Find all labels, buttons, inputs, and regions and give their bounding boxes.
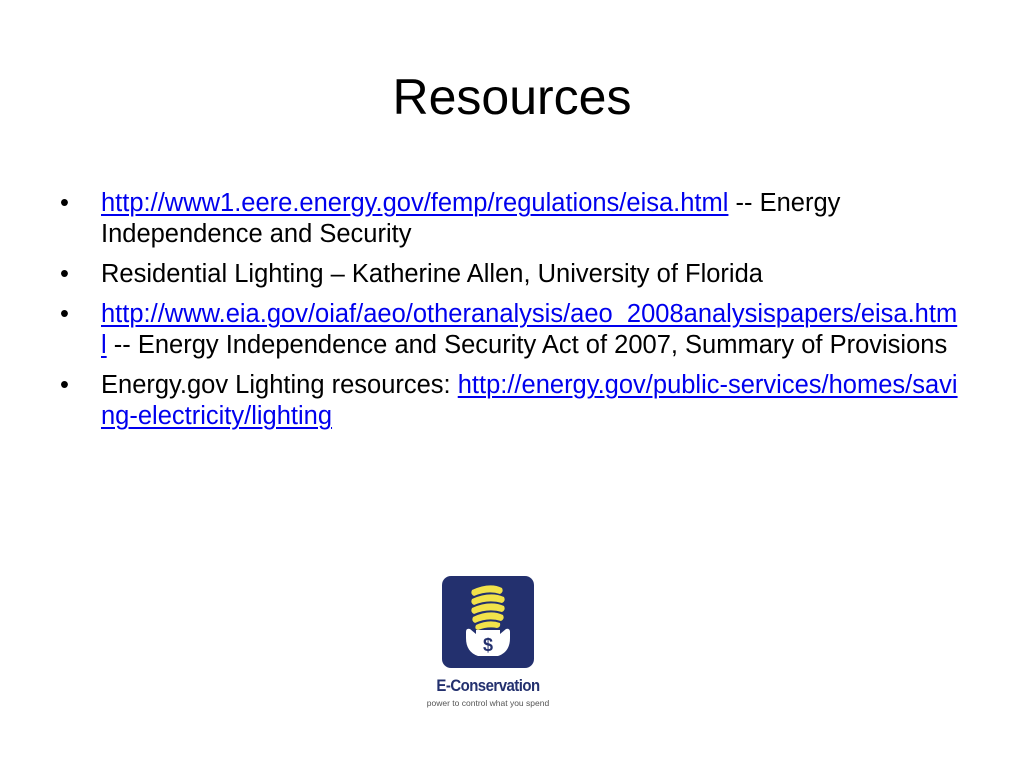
slide-title: Resources <box>392 69 632 125</box>
logo-tagline: power to control what you spend <box>426 698 550 708</box>
dollar-sign: $ <box>482 635 494 655</box>
list-item <box>60 259 960 290</box>
bullet-icon: • <box>60 300 69 328</box>
item-description: -- Energy Independence and Security <box>101 189 841 248</box>
link-eisa-eere[interactable]: http://www1.eere.energy.gov/femp/regulations/eisa.html <box>101 189 729 217</box>
link-energy-gov-lighting[interactable]: http://energy.gov/public-services/homes/saving-electricity/lighting <box>101 371 958 430</box>
bullet-icon: • <box>60 260 69 288</box>
resource-list <box>60 188 960 441</box>
e-conservation-logo <box>418 576 558 716</box>
item-text: Energy.gov Lighting resources: <box>101 371 458 399</box>
list-item <box>60 299 960 361</box>
item-text: Residential Lighting – Katherine Allen, University of Florida <box>101 260 763 288</box>
lightbulb-dollar-logo-icon <box>442 576 534 668</box>
link-eisa-eia[interactable]: http://www.eia.gov/oiaf/aeo/otheranalysis/aeo_2008analysispapers/eisa.html <box>101 300 958 359</box>
bullet-icon: • <box>60 189 69 217</box>
item-description: -- Energy Independence and Security Act of 2007, Summary of Provisions <box>106 331 948 359</box>
list-item <box>60 188 960 250</box>
logo-name: E-Conservation <box>436 676 540 695</box>
list-item <box>60 370 960 432</box>
bullet-icon: • <box>60 371 69 399</box>
